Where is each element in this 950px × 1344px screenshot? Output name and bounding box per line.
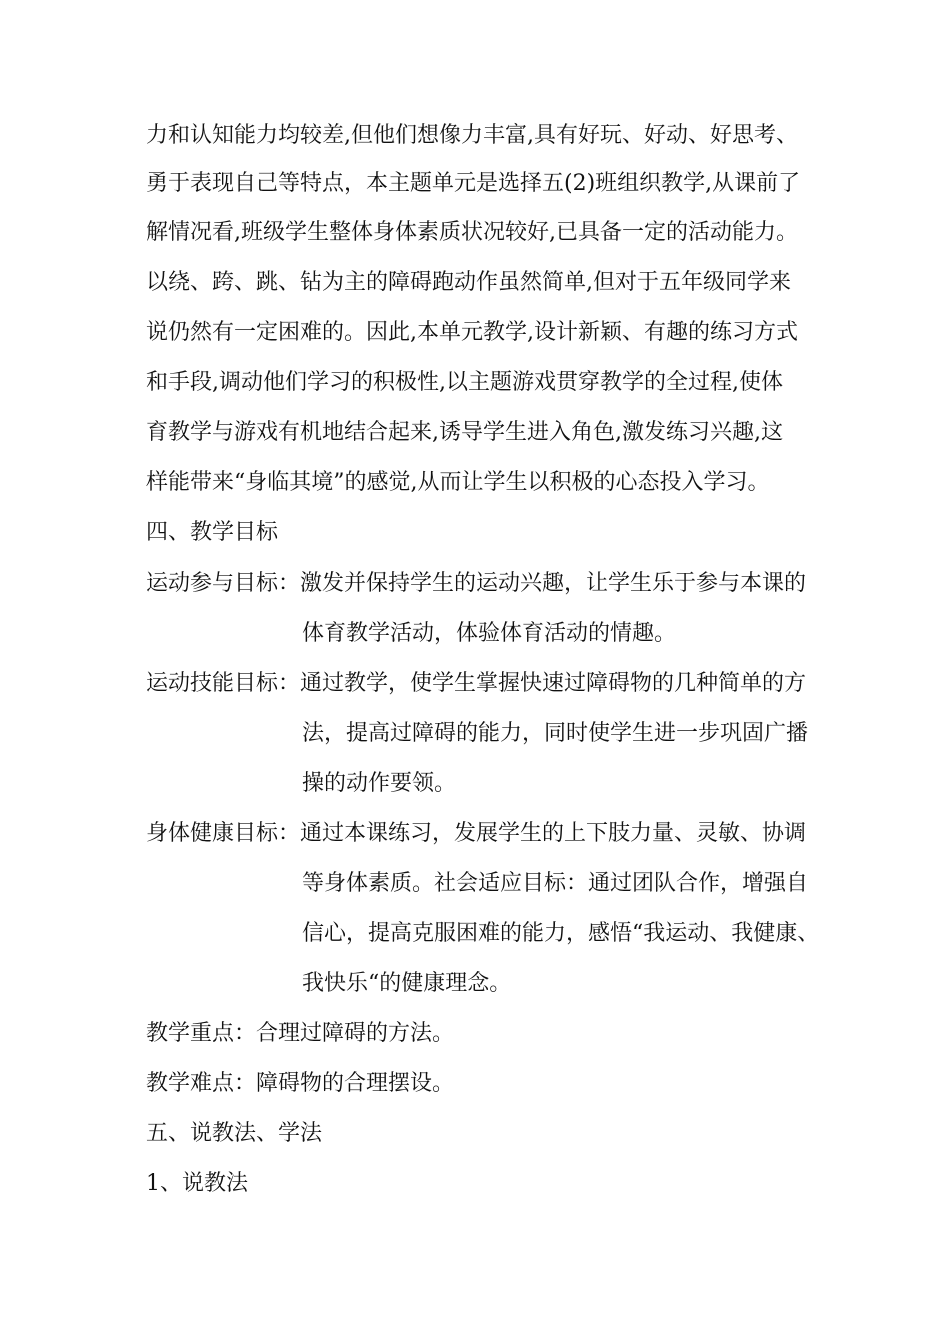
goal-health-line-1: 身体健康目标：通过本课练习，发展学生的上下肢力量、灵敏、协调 bbox=[146, 821, 807, 846]
difficult-point: 教学难点：障碍物的合理摆设。 bbox=[146, 1071, 455, 1096]
goal-skill-line-1: 运动技能目标：通过教学，使学生掌握快速过障碍物的几种简单的方 bbox=[146, 671, 807, 696]
paragraph-line-5: 说仍然有一定困难的。因此,本单元教学,设计新颖、有趣的练习方式 bbox=[146, 320, 798, 345]
goal-health-line-3: 信心，提高克服困难的能力，感悟“我运动、我健康、 bbox=[302, 921, 820, 946]
goal-health-line-4: 我快乐“的健康理念。 bbox=[302, 971, 512, 996]
goal-health-line-2: 等身体素质。社会适应目标：通过团队合作，增强自 bbox=[302, 871, 809, 896]
goal-skill-line-2: 法，提高过障碍的能力，同时使学生进一步巩固广播 bbox=[302, 721, 809, 746]
key-point: 教学重点：合理过障碍的方法。 bbox=[146, 1021, 455, 1046]
paragraph-line-8: 样能带来“身临其境”的感觉,从而让学生以积极的心态投入学习。 bbox=[146, 470, 770, 495]
paragraph-line-4: 以绕、跨、跳、钻为主的障碍跑动作虽然简单,但对于五年级同学来 bbox=[146, 270, 791, 295]
section-heading-teaching-goals: 四、教学目标 bbox=[146, 520, 279, 545]
paragraph-line-7: 育教学与游戏有机地结合起来,诱导学生进入角色,激发练习兴趣,这 bbox=[146, 420, 783, 445]
paragraph-line-1: 力和认知能力均较差,但他们想像力丰富,具有好玩、好动、好思考、 bbox=[146, 123, 798, 148]
subsection-heading-teaching-method: 1、说教法 bbox=[146, 1171, 248, 1196]
section-heading-methods: 五、说教法、学法 bbox=[146, 1121, 323, 1146]
goal-skill-line-3: 操的动作要领。 bbox=[302, 771, 457, 796]
paragraph-line-3: 解情况看,班级学生整体身体素质状况较好,已具备一定的活动能力。 bbox=[146, 220, 798, 245]
paragraph-line-6: 和手段,调动他们学习的积极性,以主题游戏贯穿教学的全过程,使体 bbox=[146, 370, 783, 395]
goal-participation-line-1: 运动参与目标：激发并保持学生的运动兴趣，让学生乐于参与本课的 bbox=[146, 571, 807, 596]
paragraph-line-2: 勇于表现自己等特点，本主题单元是选择五(2)班组织教学,从课前了 bbox=[146, 171, 801, 196]
goal-participation-line-2: 体育教学活动，体验体育活动的情趣。 bbox=[302, 621, 677, 646]
